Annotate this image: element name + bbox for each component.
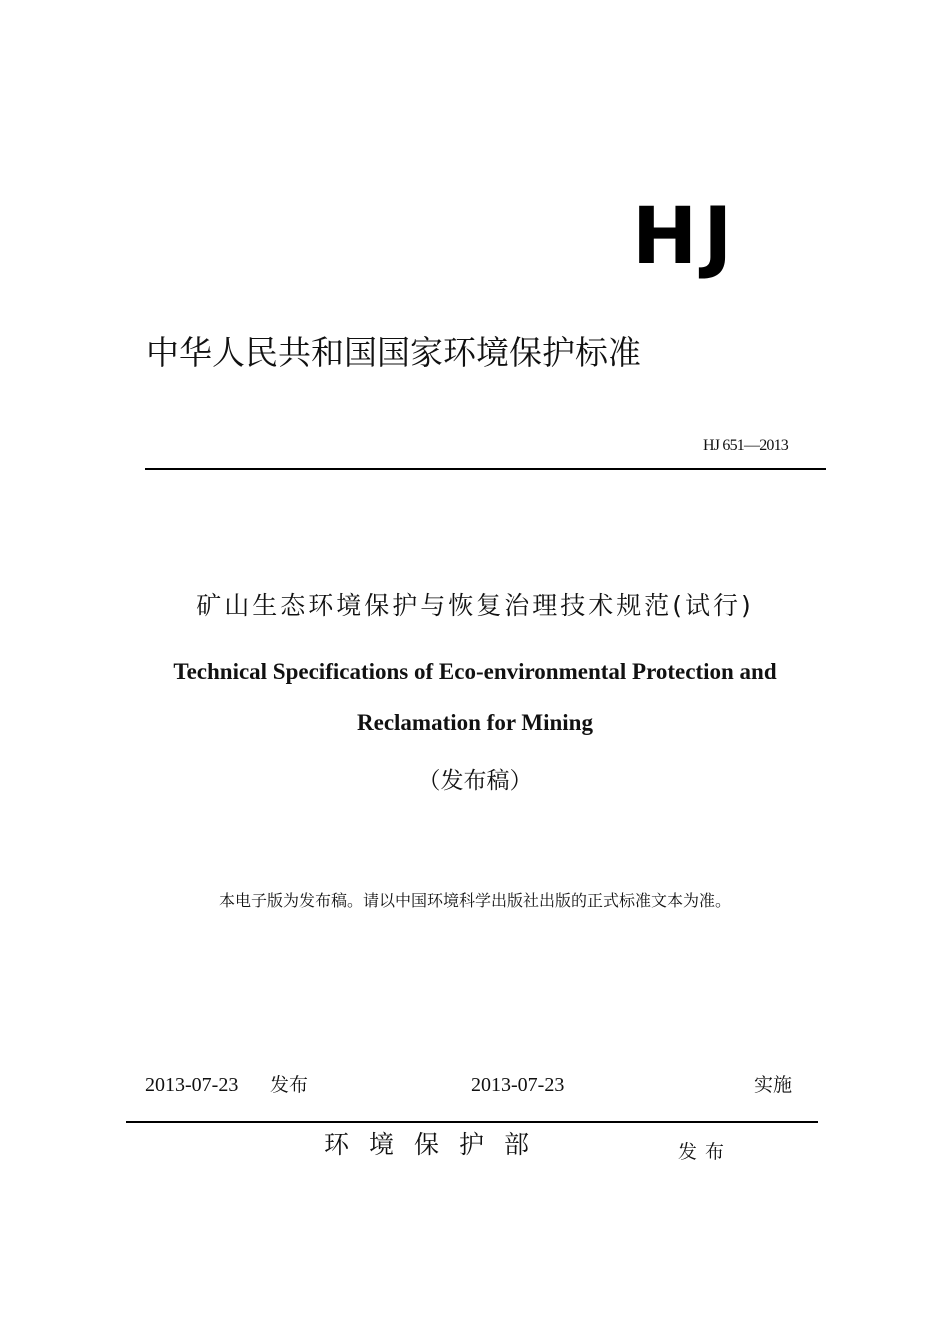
standard-number: HJ 651—2013 [703,437,788,454]
issue-label: 发布 [270,1074,309,1096]
implement-label: 实施 [754,1074,793,1096]
issue-date: 2013-07-23 [145,1074,239,1096]
publish-label: 发布 [678,1141,733,1163]
english-title-line-2: Reclamation for Mining [357,710,593,735]
english-title-line-1: Technical Specifications of Eco-environmental Protection and [173,659,777,684]
bottom-divider [126,1121,818,1123]
national-standard-title: 中华人民共和国国家环境保护标准 [146,333,641,372]
draft-label: （发布稿） [417,768,533,794]
hj-logo: HJ [632,192,739,282]
top-divider [145,468,826,470]
chinese-title: 矿山生态环境保护与恢复治理技术规范(试行) [196,591,754,620]
issuing-ministry: 环境保护部 [324,1130,550,1159]
implement-date: 2013-07-23 [471,1074,565,1096]
notice-text: 本电子版为发布稿。请以中国环境科学出版社出版的正式标准文本为准。 [218,891,731,910]
